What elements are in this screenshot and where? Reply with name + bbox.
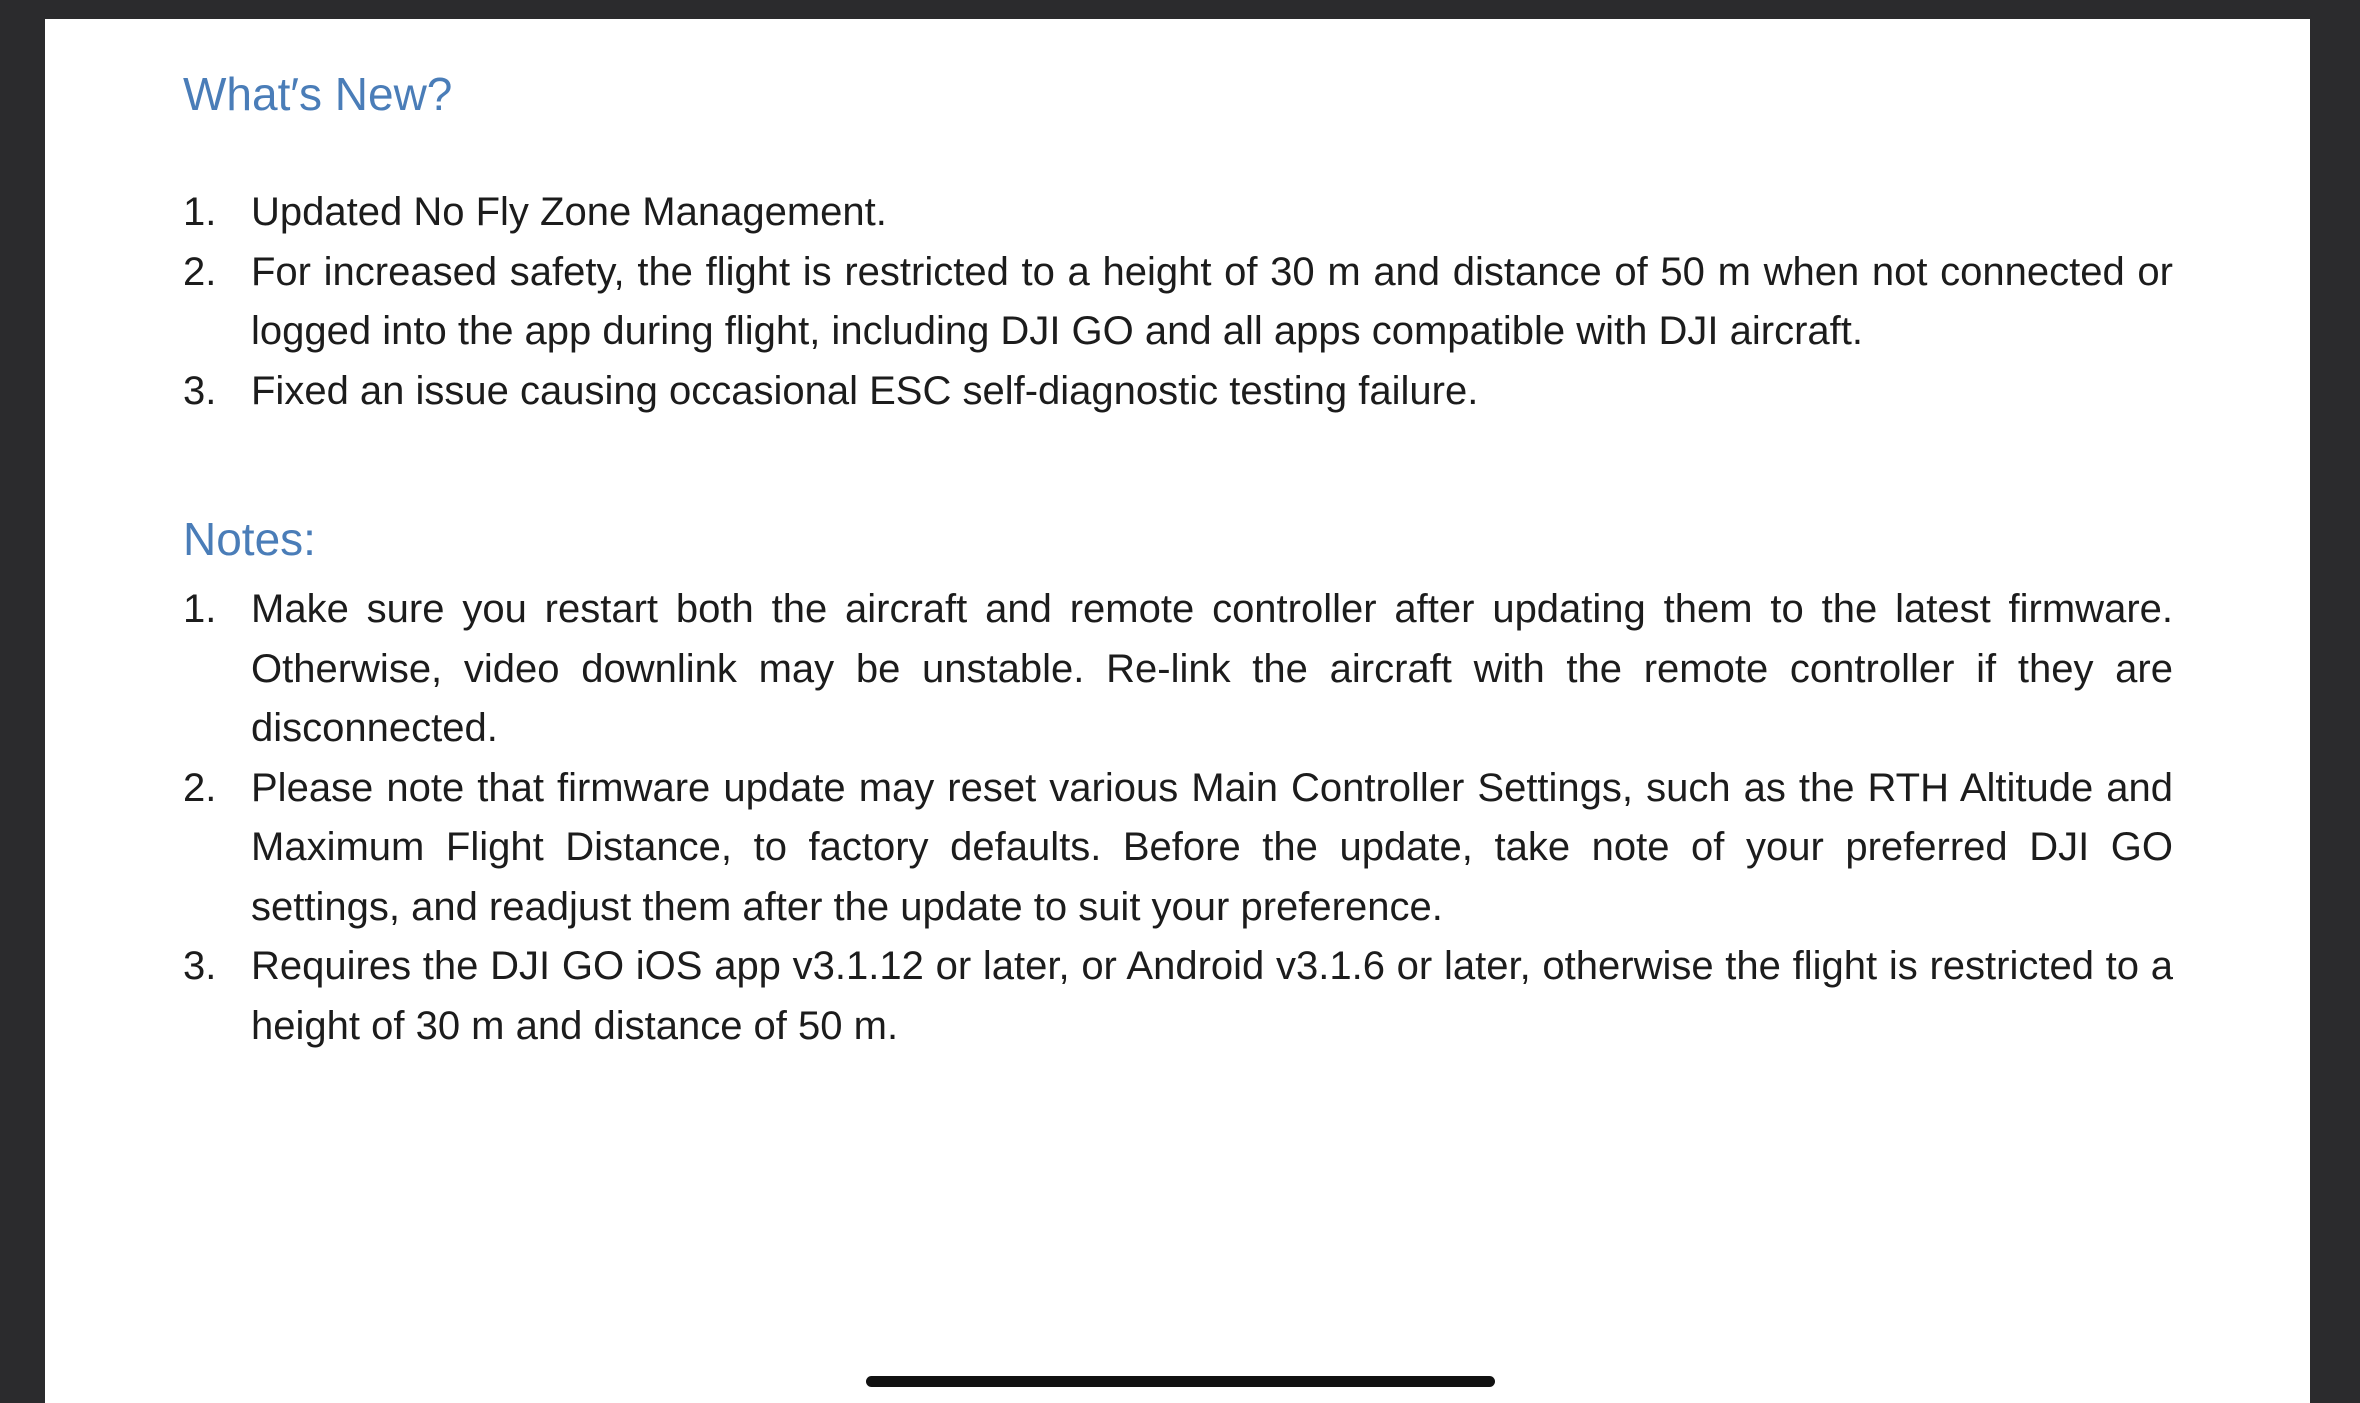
item-number: 2.: [183, 765, 217, 810]
document-page[interactable]: [45, 19, 2310, 1403]
item-text: Updated No Fly Zone Management.: [251, 190, 887, 234]
list-item: [183, 243, 2173, 362]
list-item: [183, 183, 2173, 243]
document-content: [183, 68, 2173, 1056]
item-number: 3.: [183, 944, 217, 988]
notes-list: [183, 580, 2173, 1056]
item-text: Please note that firmware update may reset various Main Controller Settings, such as the RTH Altitude and Maximum Flight Distance, to factory defaults. Before the update, take note of your preferred DJI GO settings, and readjust them after the update to suit your preference.: [251, 765, 2173, 929]
item-text: Make sure you restart both the aircraft and remote controller after updating them to the latest firmware. Otherwise, video downlink may be unstable. Re-link the aircraft with the remote controller if they are disconnected.: [251, 587, 2173, 750]
item-number: 1.: [183, 587, 217, 631]
list-item: [183, 759, 2173, 938]
item-text: For increased safety, the flight is restricted to a height of 30 m and distance of 50 m when not connected or logged into the app during flight, including DJI GO and all apps compatible with DJI aircraft.: [251, 249, 2173, 353]
item-text: Fixed an issue causing occasional ESC self-diagnostic testing failure.: [251, 368, 1479, 413]
item-number: 2.: [183, 249, 217, 294]
list-item: [183, 580, 2173, 759]
list-item: [183, 362, 2173, 422]
item-number: 1.: [183, 190, 217, 234]
item-text: Requires the DJI GO iOS app v3.1.12 or later, or Android v3.1.6 or later, otherwise the flight is restricted to a height of 30 m and distance of 50 m.: [251, 944, 2173, 1048]
home-indicator-bar[interactable]: [866, 1376, 1495, 1387]
list-item: [183, 937, 2173, 1056]
notes-heading: Notes:: [183, 513, 316, 565]
whats-new-list: [183, 183, 2173, 421]
whats-new-heading: What′s New?: [183, 68, 453, 120]
item-number: 3.: [183, 368, 217, 413]
